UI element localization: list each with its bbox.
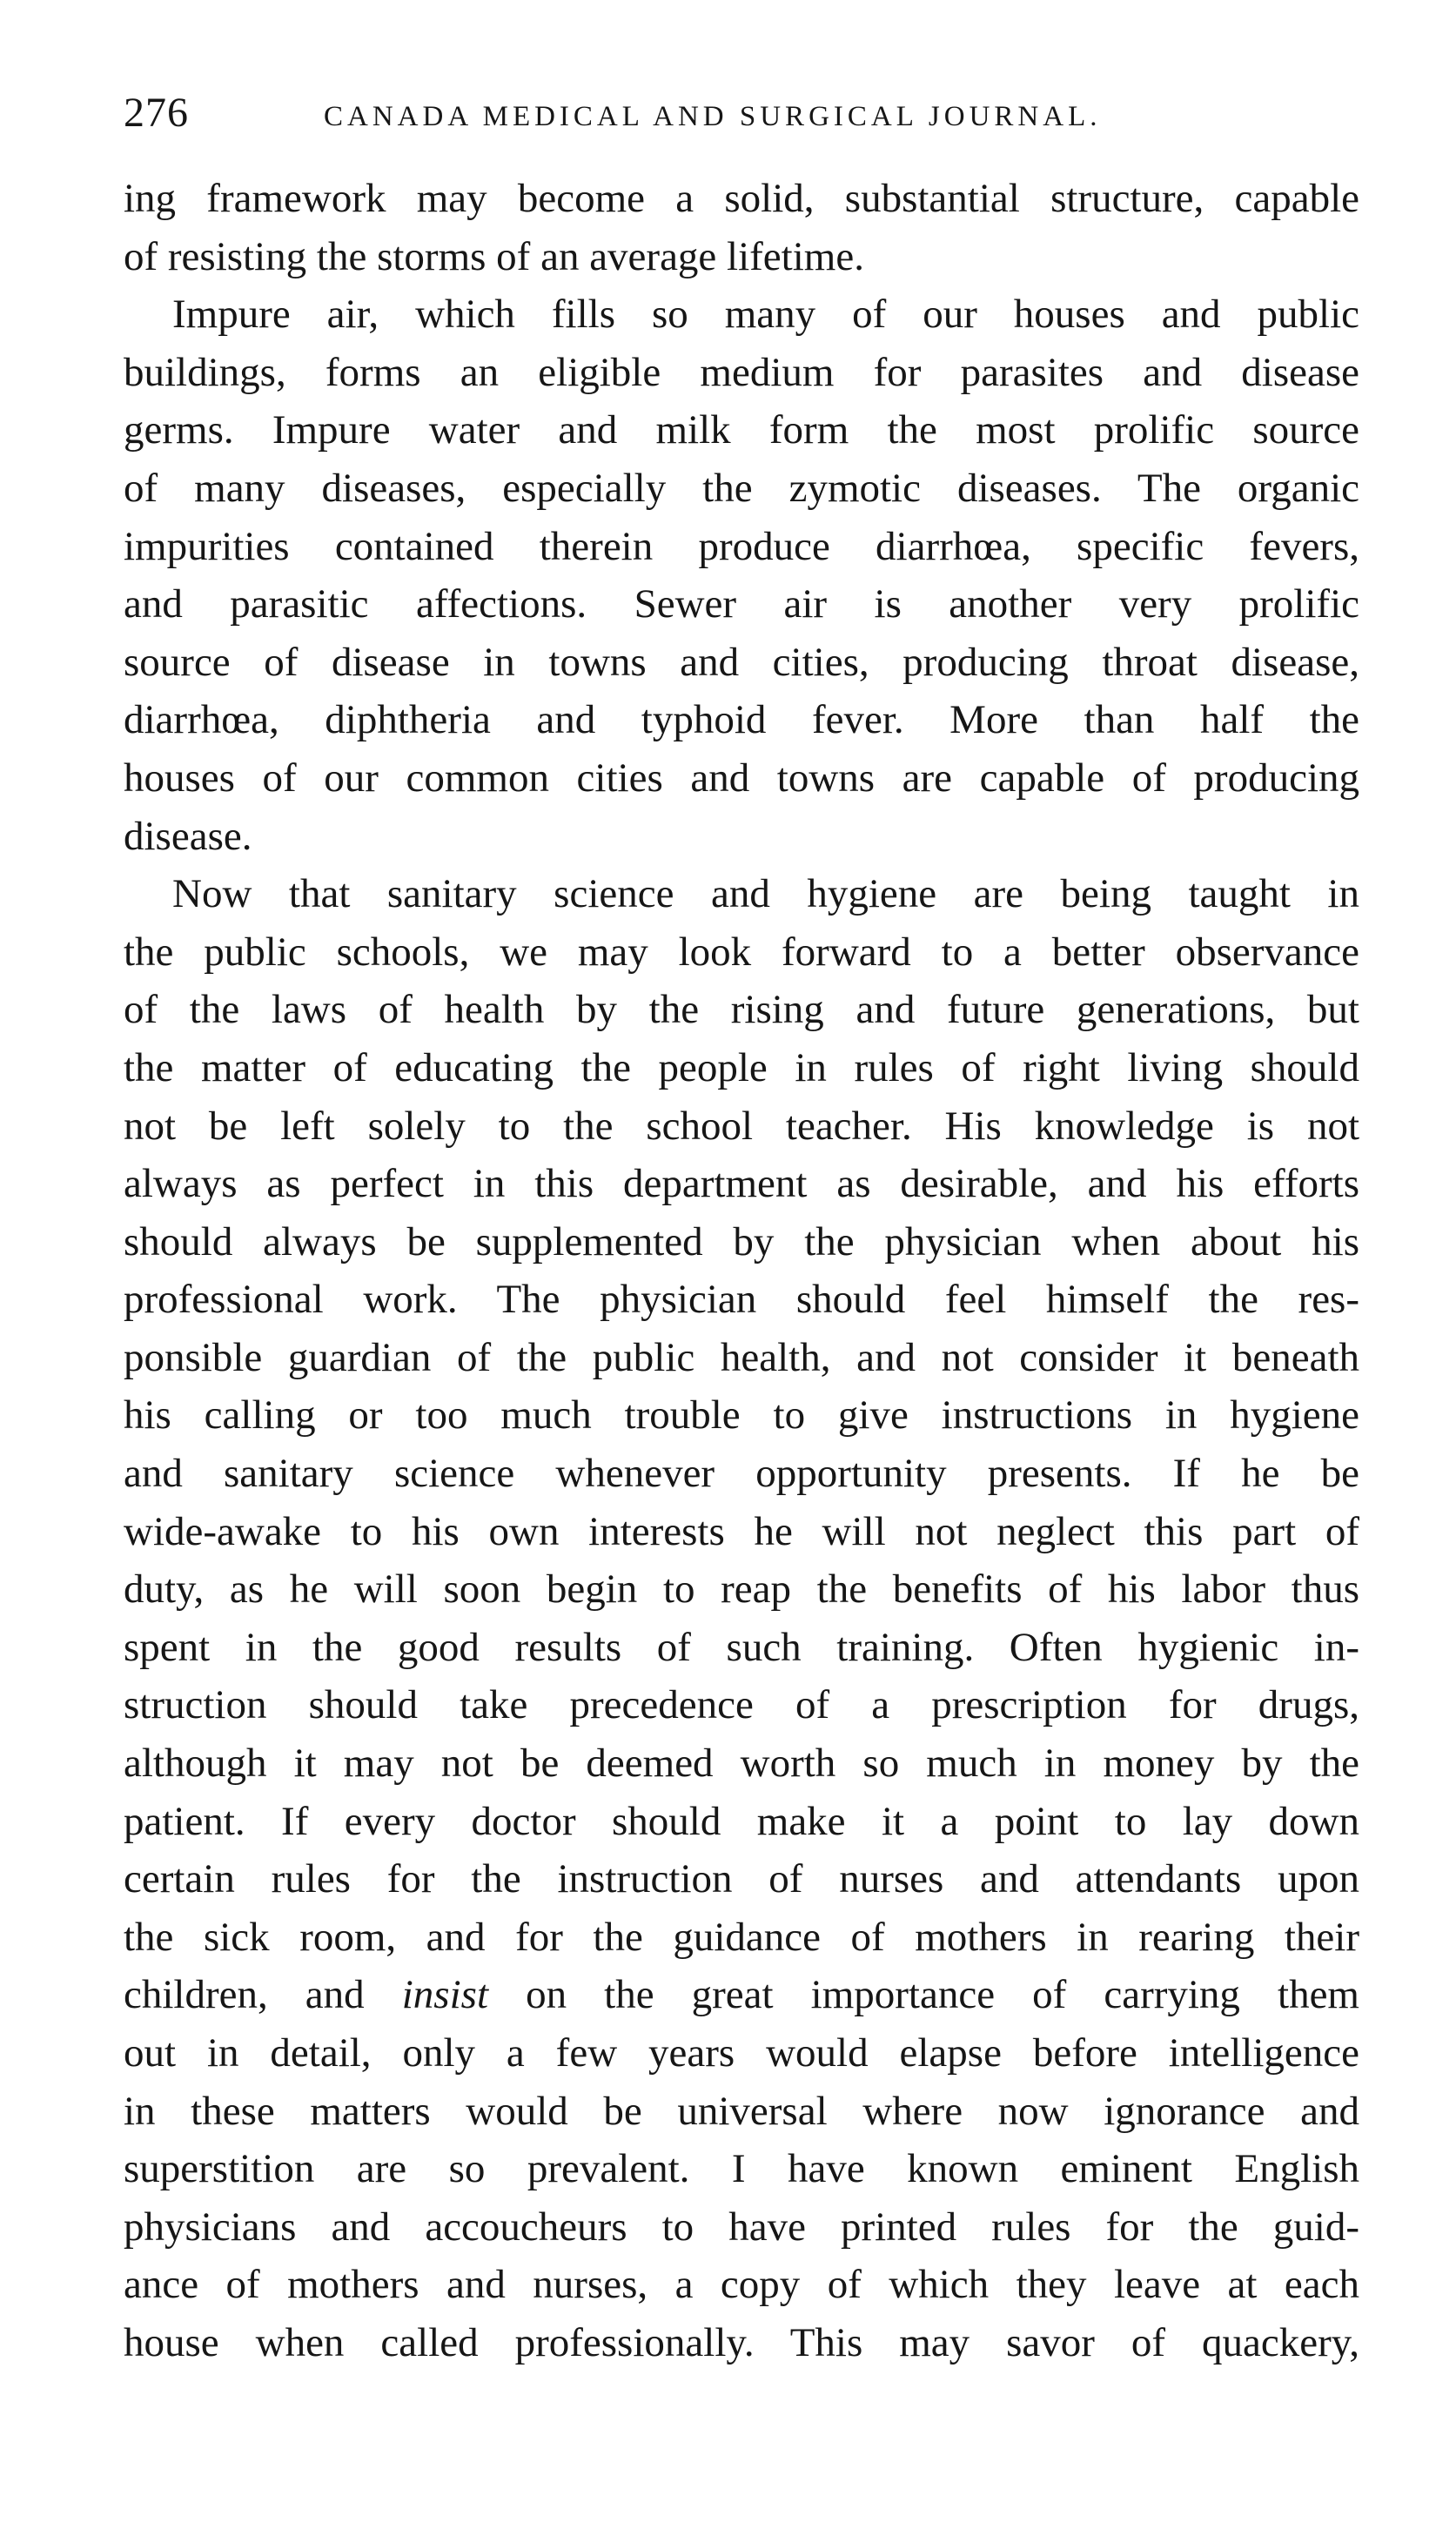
body-text — [124, 170, 1359, 2372]
text-line: buildings, forms an eligible medium for parasites and disease — [124, 349, 1359, 395]
text-line: disease. — [124, 813, 252, 859]
text-line: the matter of educating the people in rules of right living should — [124, 1044, 1359, 1090]
text-line: ponsible guardian of the public health, and not consider it beneath — [124, 1334, 1359, 1380]
text-line: and sanitary science whenever opportunity presents. If he be — [124, 1451, 1359, 1497]
text-line: Impure air, which fills so many of our houses and public — [172, 292, 1359, 338]
text-line: in these matters would be universal where now ignorance and — [124, 2088, 1359, 2134]
text-line: physicians and accoucheurs to have printed rules for the guid- — [124, 2204, 1359, 2250]
text-line: of many diseases, especially the zymotic diseases. The organic — [124, 465, 1359, 511]
text-line: superstition are so prevalent. I have known eminent English — [124, 2146, 1359, 2192]
text-line: spent in the good results of such training. Often hygienic in- — [124, 1624, 1359, 1670]
line-text-after: on the great importance of carrying them — [488, 1972, 1359, 2018]
text-line: of resisting the storms of an average lifetime. — [124, 233, 864, 279]
text-line-with-emphasis — [124, 1966, 1359, 2024]
text-line: ing framework may become a solid, substantial structure, capable — [124, 176, 1359, 221]
journal-title: CANADA MEDICAL AND SURGICAL JOURNAL. — [324, 101, 1102, 132]
text-line: certain rules for the instruction of nurses and attendants upon — [124, 1856, 1359, 1902]
text-line: out in detail, only a few years would elapse before intelligence — [124, 2030, 1359, 2076]
text-line: although it may not be deemed worth so much in money by the — [124, 1741, 1359, 1787]
text-line: of the laws of health by the rising and future generations, but — [124, 987, 1359, 1033]
text-line: not be left solely to the school teacher. His knowledge is not — [124, 1103, 1359, 1149]
text-line: patient. If every doctor should make it a point to lay down — [124, 1798, 1359, 1844]
text-line: the public schools, we may look forward to a better observance — [124, 929, 1359, 975]
text-line: and parasitic affections. Sewer air is another very prolific — [124, 581, 1359, 627]
page-number: 276 — [124, 90, 189, 136]
text-line: diarrhœa, diphtheria and typhoid fever. More than half the — [124, 697, 1359, 743]
text-line: houses of our common cities and towns are capable of producing — [124, 755, 1359, 801]
text-line: house when called professionally. This may savor of quackery, — [124, 2319, 1359, 2365]
paragraph-1 — [124, 170, 1359, 285]
text-line: impurities contained therein produce diarrhœa, specific fevers, — [124, 523, 1359, 569]
running-head — [124, 89, 1359, 141]
paragraph-2 — [124, 285, 1359, 865]
text-line: struction should take precedence of a prescription for drugs, — [124, 1682, 1359, 1728]
text-line: his calling or too much trouble to give instructions in hygiene — [124, 1392, 1359, 1439]
text-line: ance of mothers and nurses, a copy of which they leave at each — [124, 2262, 1359, 2308]
emphasized-word: insist — [401, 1972, 489, 2018]
text-line: should always be supplemented by the physician when about his — [124, 1218, 1359, 1264]
line-text-before: children, and — [124, 1972, 402, 2018]
text-line: wide-awake to his own interests he will not neglect this part of — [124, 1508, 1359, 1554]
text-line: Now that sanitary science and hygiene are being taught in — [172, 871, 1359, 917]
text-line: professional work. The physician should feel himself the res- — [124, 1277, 1359, 1323]
text-line: duty, as he will soon begin to reap the benefits of his labor thus — [124, 1566, 1359, 1613]
text-line: germs. Impure water and milk form the most prolific source — [124, 407, 1359, 453]
text-line: always as perfect in this department as desirable, and his efforts — [124, 1161, 1359, 1207]
text-line: the sick room, and for the guidance of mothers in rearing their — [124, 1914, 1359, 1960]
paragraph-3 — [124, 865, 1359, 2371]
text-line: source of disease in towns and cities, producing throat disease, — [124, 639, 1359, 685]
